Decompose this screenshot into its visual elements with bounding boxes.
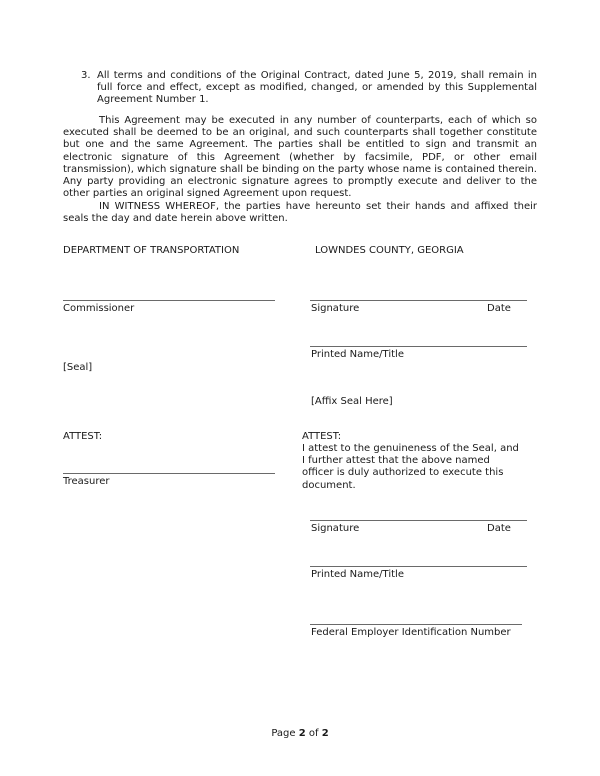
fein-line[interactable] <box>310 624 522 625</box>
page-footer <box>0 728 600 740</box>
signature-label: Signature <box>311 303 360 314</box>
signature2-label: Signature <box>311 523 360 534</box>
total-pages-number: 2 <box>321 728 329 739</box>
printed-name2-line[interactable] <box>310 566 527 567</box>
printed-name-line[interactable] <box>310 346 527 347</box>
printed-name2-label: Printed Name/Title <box>311 569 404 580</box>
left-party-name: DEPARTMENT OF TRANSPORTATION <box>63 245 240 256</box>
of-word: of <box>308 728 319 739</box>
clause-number: 3. <box>81 70 91 81</box>
seal-label: [Seal] <box>63 362 93 373</box>
date-label: Date <box>487 303 511 314</box>
witness-paragraph: IN WITNESS WHEREOF, the parties have hereunto set their hands and affixed their seals the day and date herein above written. <box>63 201 537 225</box>
treasurer-signature-line[interactable] <box>63 473 275 474</box>
fein-label: Federal Employer Identification Number <box>311 627 511 638</box>
county-signature-line[interactable] <box>310 300 527 301</box>
clause-3-text: All terms and conditions of the Original Contract, dated June 5, 2019, shall remain in full force and effect, except as modified, changed, or amended by this Supplemental Agreement Number 1. <box>97 70 537 106</box>
date2-label: Date <box>487 523 511 534</box>
printed-name-label: Printed Name/Title <box>311 349 404 360</box>
attest-signature-line[interactable] <box>310 520 527 521</box>
commissioner-signature-line[interactable] <box>63 300 275 301</box>
right-party-name: LOWNDES COUNTY, GEORGIA <box>315 245 464 256</box>
current-page-number: 2 <box>298 728 306 739</box>
page-prefix: Page <box>271 728 296 739</box>
counterparts-paragraph: This Agreement may be executed in any number of counterparts, each of which so executed shall be deemed to be an original, and such counterparts shall together constitute but one and the same Agreement. The parties shall be entitled to sign and transmit an electronic signature of this Agreement (whether by facsimile, PDF, or other email transmission), which signature shall be binding on the party whose name is contained therein. Any party providing an electronic signature agrees to promptly execute and deliver to the other parties an original signed Agreement upon request. <box>63 115 537 200</box>
treasurer-label: Treasurer <box>63 476 110 487</box>
affix-seal-label: [Affix Seal Here] <box>311 396 393 407</box>
left-attest-label: ATTEST: <box>63 431 103 442</box>
attest-statement: I attest to the genuineness of the Seal, and I further attest that the above named officer is duly authorized to execute this document. <box>302 443 519 491</box>
commissioner-label: Commissioner <box>63 303 135 314</box>
right-attest-label: ATTEST: <box>302 431 342 442</box>
